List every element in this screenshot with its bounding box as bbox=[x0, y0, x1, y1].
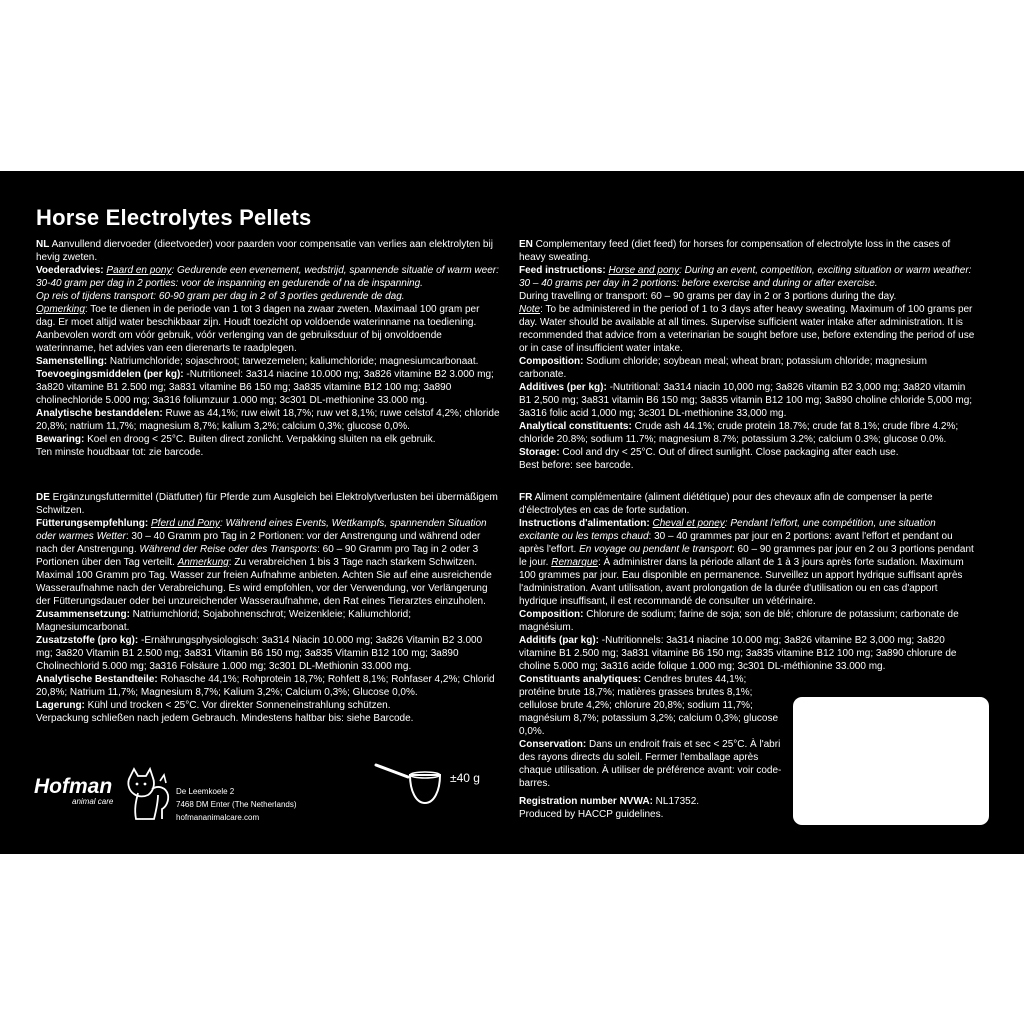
de-anal-text: Rohasche 44,1%; Rohprotein 18,7%; Rohfett 8,1%; Rohfaser 4,2%; Chlorid 20,8%; Natrium 11,7%; Magnesium 8,7%; Kalium 3,2%; Calcium 0,3%; Glucose 0,0%. bbox=[36, 674, 495, 698]
de-store-text: Kühl und trocken < 25°C. Vor direkter Sonneneinstrahlung schützen. bbox=[84, 700, 391, 711]
registration-label: Registration number NVWA: bbox=[519, 796, 653, 807]
de-comp-text: Natriumchlorid; Sojabohnenschrot; Weizenkleie; Kaliumchlorid; Magnesiumcarbonat. bbox=[36, 609, 411, 633]
en-anal-text: Crude ash 44.1%; crude protein 18.7%; crude fat 8.1%; crude fibre 4.2%; chloride 20.8%; sodium 11.7%; magnesium 8.7%; potassium 3.2%; calcium 0.3%; glucose 0.0%. bbox=[519, 421, 959, 445]
nl-anal-text: Ruwe as 44,1%; ruw eiwit 18,7%; ruw vet 8,1%; ruwe celstof 4,2%; chloride 20,8%; natrium 11,7%; magnesium 8,7%; kalium 3,2%; calcium 0,3%; glucose 0,0%. bbox=[36, 408, 500, 432]
animals-icon bbox=[124, 767, 172, 828]
nl-anal-label: Analytische bestanddelen: bbox=[36, 408, 163, 419]
en-note-label: Note bbox=[519, 304, 541, 315]
en-store-label: Storage: bbox=[519, 447, 560, 458]
de-best-before: Verpackung schließen nach jedem Gebrauch. Mindestens haltbar bis: siehe Barcode. bbox=[36, 713, 414, 724]
nl-note-text: : Toe te dienen in de periode van 1 tot 3 dagen na zwaar zweten. Maximaal 100 gram per dag. Er moet altijd water beschikbaar zijn. Houdt toezicht op voldoende waterinname na toediening. Aanbevolen wordt om vóór gebruik, vóór verlenging van de gebruiksduur of bij onvoldoende waterinname, het advies van een dierenarts te raadplegen. bbox=[36, 304, 480, 354]
fr-store-label: Conservation: bbox=[519, 739, 587, 750]
en-comp-label: Composition: bbox=[519, 356, 584, 367]
nl-add-text: -Nutritioneel: 3a314 niacine 10.000 mg; 3a826 vitamine B2 3.000 mg; 3a820 vitamine B1 2.500 mg; 3a831 vitamine B6 150 mg; 3a835 vitamine B12 100 mg; 3a890 cholinechloride 5.000 mg; 3a316 foliumzuur 1.000 mg; 3c301 DL-methionine 33.000 mg. bbox=[36, 369, 494, 406]
fr-anal-text: Cendres brutes 44,1%; protéine brute 18,7%; matières grasses brutes 8,1%; cellulose brute 4,2%; chlorure 20,8%; sodium 11,7%; magnésium 8,7%; potassium 3,2%; calcium 0,3%; glucose 0,0%. bbox=[519, 674, 779, 737]
de-store-label: Lagerung: bbox=[36, 700, 85, 711]
fr-feed-sub: Cheval et poney bbox=[652, 518, 725, 529]
product-title: Horse Electrolytes Pellets bbox=[36, 205, 312, 230]
scoop-weight: ±40 g bbox=[450, 771, 480, 785]
lang-code-fr: FR bbox=[519, 492, 533, 503]
de-feed-travel2: : 60 – 90 Gramm pro Tag in 2 oder 3 Portionen über den Tag verteilt. bbox=[36, 544, 479, 568]
nl-intro: Aanvullend diervoeder (dieetvoeder) voor paarden voor compensatie van verlies aan elektrolyten bij hevig zweten. bbox=[36, 239, 493, 263]
en-feed-text: : During an event, competition, exciting situation or warm weather: 30 – 40 grams per day in 2 portions: before exercise and during or after exercise. bbox=[519, 265, 972, 289]
fr-intro: Aliment complémentaire (aliment diététique) pour des chevaux afin de compenser la perte d'électrolytes en cas de forte sudation. bbox=[519, 492, 933, 516]
de-feed-text: : Während eines Events, Wettkampfs, spannenden Situation oder warmes Wetter bbox=[36, 518, 487, 542]
en-intro: Complementary feed (diet feed) for horses for compensation of electrolyte loss in the cases of heavy sweating. bbox=[519, 239, 951, 263]
registration-block bbox=[519, 795, 699, 821]
nl-feed-travel: Op reis of tijdens transport: 60-90 gram per dag in 2 of 3 porties gedurende de dag. bbox=[36, 291, 405, 302]
nl-comp-text: Natriumchloride; sojaschroot; tarwezemelen; kaliumchloride; magnesiumcarbonaat. bbox=[107, 356, 479, 367]
de-intro: Ergänzungsfuttermittel (Diätfutter) für Pferde zum Ausgleich bei Elektrolytverlusten bei übermäßigem Schwitzen. bbox=[36, 492, 498, 516]
fr-feed-label: Instructions d'alimentation: bbox=[519, 518, 650, 529]
section-de bbox=[36, 491, 500, 725]
de-note-label: Anmerkung bbox=[177, 557, 229, 568]
de-add-text: -Ernährungsphysiologisch: 3a314 Niacin 10.000 mg; 3a826 Vitamin B2 3.000 mg; 3a820 Vitamin B1 2.500 mg; 3a831 Vitamin B6 150 mg; 3a835 Vitamin B12 100 mg; 3a890 Cholinechlorid 5.000 mg; 3a316 Folsäure 1.000 mg; 3c301 DL-Methionin 33.000 mg. bbox=[36, 635, 483, 672]
fr-note-label: Remarque bbox=[551, 557, 598, 568]
barcode-area bbox=[793, 697, 989, 825]
scoop-icon bbox=[374, 761, 446, 812]
fr-note-text: : À administrer dans la période allant de 1 à 3 jours après forte sudation. Maximum 100 grammes par jour. Eau disponible en permanence. Surveillez un apport hydrique suffisant après l'administration. Avant utilisation, avant prolongation de la durée d'utilisation ou en cas d'apport hydrique insuffisant, il est recommandé de consulter un vétérinaire. bbox=[519, 557, 964, 607]
en-comp-text: Sodium chloride; soybean meal; wheat bran; potassium chloride; magnesium carbonate. bbox=[519, 356, 927, 380]
section-en bbox=[519, 238, 975, 472]
brand-address bbox=[176, 785, 297, 824]
fr-feed-travel: En voyage ou pendant le transport bbox=[579, 544, 732, 555]
en-feed-travel: During travelling or transport: 60 – 90 grams per day in 2 or 3 portions during the day. bbox=[519, 291, 897, 302]
de-feed-label: Fütterungsempfehlung: bbox=[36, 518, 149, 529]
en-add-label: Additives (per kg): bbox=[519, 382, 607, 393]
section-nl bbox=[36, 238, 500, 459]
de-add-label: Zusatzstoffe (pro kg): bbox=[36, 635, 139, 646]
de-feed-travel: Während der Reise oder des Transports bbox=[139, 544, 318, 555]
brand-website: hofmananimalcare.com bbox=[176, 813, 260, 822]
nl-feed-text: : Gedurende een evenement, wedstrijd, spannende situatie of warm weer: 30-40 gram per dag in 2 porties: voor de inspanning en gedurende of na de inspanning. bbox=[36, 265, 499, 289]
nl-store-label: Bewaring: bbox=[36, 434, 85, 445]
lang-code-nl: NL bbox=[36, 239, 50, 250]
nl-comp-label: Samenstelling: bbox=[36, 356, 108, 367]
fr-feed-text: : Pendant l'effort, une compétition, une situation excitante ou les temps chaud bbox=[519, 518, 936, 542]
lang-code-en: EN bbox=[519, 239, 533, 250]
haccp-note: Produced by HACCP guidelines. bbox=[519, 809, 664, 820]
brand-name: Hofman bbox=[34, 775, 113, 798]
nl-best-before: Ten minste houdbaar tot: zie barcode. bbox=[36, 447, 204, 458]
en-feed-sub: Horse and pony bbox=[608, 265, 680, 276]
nl-feed-label: Voederadvies: bbox=[36, 265, 104, 276]
de-note-text: : Zu verabreichen 1 bis 3 Tage nach starkem Schwitzen. Maximal 100 Gramm pro Tag. Wasser zur freien Aufnahme anbieten. Achten Sie auf eine ausreichende Wasseraufnahme nach der Verabreichung. Es wird empfohlen, vor der Verwendung, vor Verlängerung der Fütterungsdauer oder bei unzureichender Wasseraufnahme, den Rat eines Tierarztes einzuholen. bbox=[36, 557, 492, 607]
en-feed-label: Feed instructions: bbox=[519, 265, 606, 276]
de-anal-label: Analytische Bestandteile: bbox=[36, 674, 158, 685]
fr-comp-text: Chlorure de sodium; farine de soja; son de blé; chlorure de potassium; carbonate de magnésium. bbox=[519, 609, 959, 633]
fr-feed-travel2: : 60 – 90 grammes par jour en 2 ou 3 portions pendant le jour. bbox=[519, 544, 974, 568]
en-store-text: Cool and dry < 25°C. Out of direct sunlight. Close packaging after each use. bbox=[559, 447, 899, 458]
product-label bbox=[0, 171, 1024, 854]
fr-comp-label: Composition: bbox=[519, 609, 584, 620]
en-add-text: -Nutritional: 3a314 niacin 10,000 mg; 3a826 vitamin B2 3,000 mg; 3a820 vitamin B1 2,500 mg; 3a831 vitamin B6 150 mg; 3a835 vitamin B12 100 mg; 3a890 choline chloride 5,000 mg; 3a316 folic acid 1,000 mg; 3c301 DL-methionine 33,000 mg. bbox=[519, 382, 973, 419]
de-feed-text2: : 30 – 40 Gramm pro Tag in 2 Portionen: vor der Anstrengung und während oder nach der Anstrengung. bbox=[36, 531, 481, 555]
registration-value: NL17352. bbox=[652, 796, 700, 807]
nl-feed-sub: Paard en pony bbox=[106, 265, 172, 276]
address-line-1: De Leemkoele 2 bbox=[176, 787, 235, 796]
de-comp-label: Zusammensetzung: bbox=[36, 609, 130, 620]
en-best-before: Best before: see barcode. bbox=[519, 460, 634, 471]
fr-anal-label: Constituants analytiques: bbox=[519, 674, 642, 685]
fr-add-label: Additifs (par kg): bbox=[519, 635, 599, 646]
nl-add-label: Toevoegingsmiddelen (per kg): bbox=[36, 369, 184, 380]
nl-store-text: Koel en droog < 25°C. Buiten direct zonlicht. Verpakking sluiten na elk gebruik. bbox=[84, 434, 436, 445]
fr-store-text: Dans un endroit frais et sec < 25°C. À l'abri des rayons directs du soleil. Fermer l'emballage après chaque utilisation. À utiliser de préférence avant: voir code-barres. bbox=[519, 739, 782, 789]
lang-code-de: DE bbox=[36, 492, 50, 503]
en-anal-label: Analytical constituents: bbox=[519, 421, 632, 432]
de-feed-sub: Pferd und Pony bbox=[151, 518, 220, 529]
fr-feed-text2: : 30 – 40 grammes par jour en 2 portions: avant l'effort et pendant ou après l'effort. bbox=[519, 531, 953, 555]
brand-logo bbox=[34, 775, 113, 806]
nl-note-label: Opmerking bbox=[36, 304, 85, 315]
en-note-text: : To be administered in the period of 1 to 3 days after heavy sweating. Maximum of 100 grams per day. Water should be available at all times. Supervise sufficient water intake after administration. It is recommended that advice from a veterinarian be sought before use, before extending the period of use or in case of insufficient water intake. bbox=[519, 304, 975, 354]
fr-add-text: -Nutritionnels: 3a314 niacine 10.000 mg; 3a826 vitamine B2 3,000 mg; 3a820 vitamine B1 2.500 mg; 3a831 vitamine B6 150 mg; 3a835 vitamine B12 100 mg; 3a890 chlorure de choline 5.000 mg; 3a316 acide folique 1.000 mg; 3c301 DL-méthionine 33.000 mg. bbox=[519, 635, 957, 672]
address-line-2: 7468 DM Enter (The Netherlands) bbox=[176, 800, 297, 809]
brand-tagline: animal care bbox=[72, 797, 114, 806]
